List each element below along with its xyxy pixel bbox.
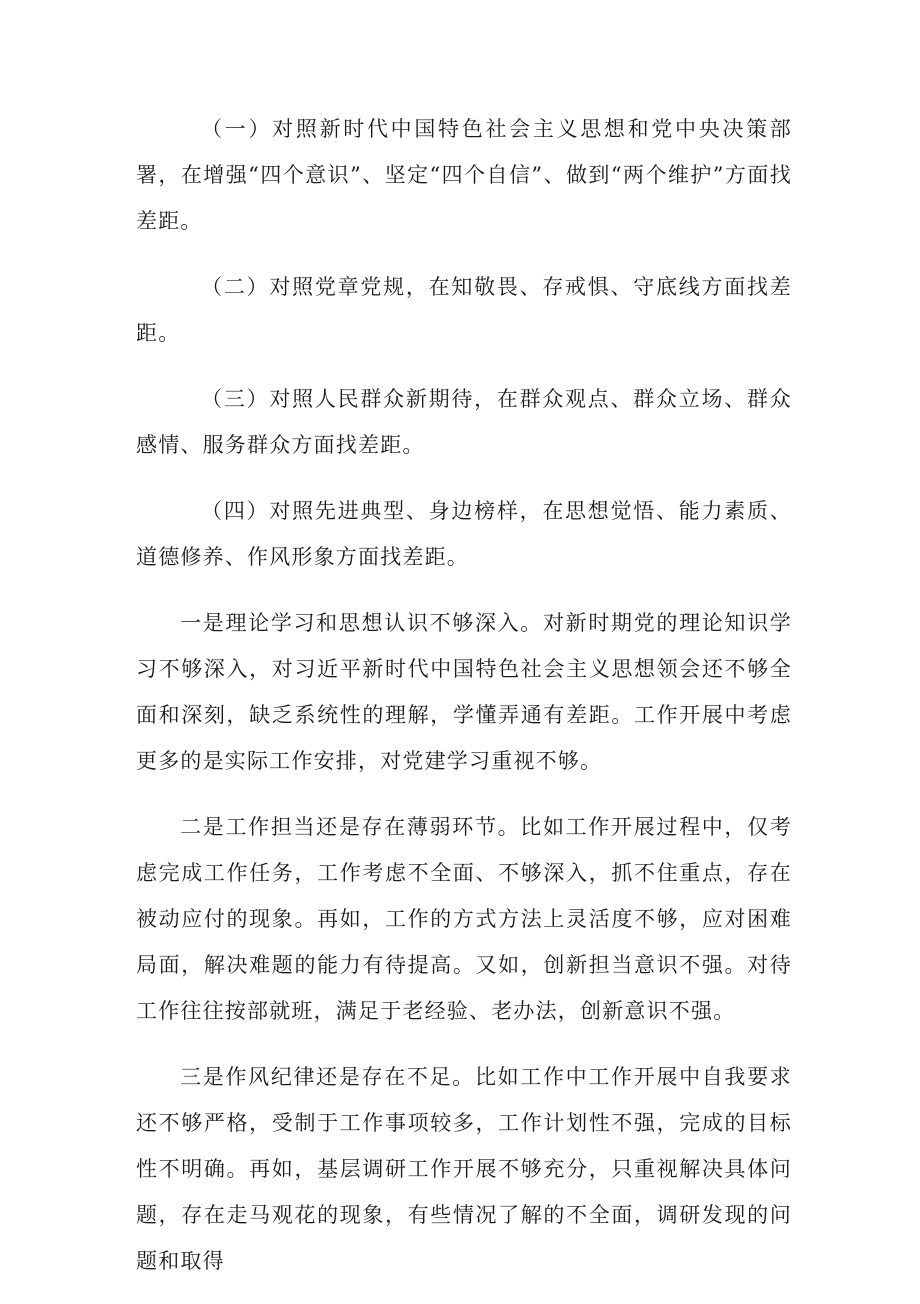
paragraph-item-2: （二）对照党章党规，在知敬畏、存戒惧、守底线方面找差距。 <box>136 275 792 345</box>
paragraph-item-3: （三）对照人民群众新期待，在群众观点、群众立场、群众感情、服务群众方面找差距。 <box>136 387 792 457</box>
paragraph-work-responsibility: 二是工作担当还是存在薄弱环节。比如工作开展过程中，仅考虑完成工作任务，工作考虑不全面、不够深入，抓不住重点，存在被动应付的现象。再如，工作的方式方法上灵活度不够，应对困难局面，解决难题的能力有待提高。又如，创新担当意识不强。对待工作往往按部就班，满足于老经验、老办法，创新意识不强。 <box>136 815 792 1023</box>
paragraph-theory-study: 一是理论学习和思想认识不够深入。对新时期党的理论知识学习不够深入，对习近平新时代中国特色社会主义思想领会还不够全面和深刻，缺乏系统性的理解，学懂弄通有差距。工作开展中考虑更多的是实际工作安排，对党建学习重视不够。 <box>136 611 792 773</box>
document-body <box>136 106 792 1304</box>
paragraph-item-1: （一）对照新时代中国特色社会主义思想和党中央决策部署，在增强“四个意识”、坚定“四个自信”、做到“两个维护”方面找差距。 <box>136 117 792 233</box>
paragraph-work-style: 三是作风纪律还是存在不足。比如工作中工作开展中自我要求还不够严格，受制于工作事项较多，工作计划性不强，完成的目标性不明确。再如，基层调研工作开展不够充分，只重视解决具体问题，存在走马观花的现象，有些情况了解的不全面，调研发现的问题和取得 <box>136 1065 792 1273</box>
paragraph-item-4: （四）对照先进典型、身边榜样，在思想觉悟、能力素质、道德修养、作风形象方面找差距。 <box>136 499 792 569</box>
